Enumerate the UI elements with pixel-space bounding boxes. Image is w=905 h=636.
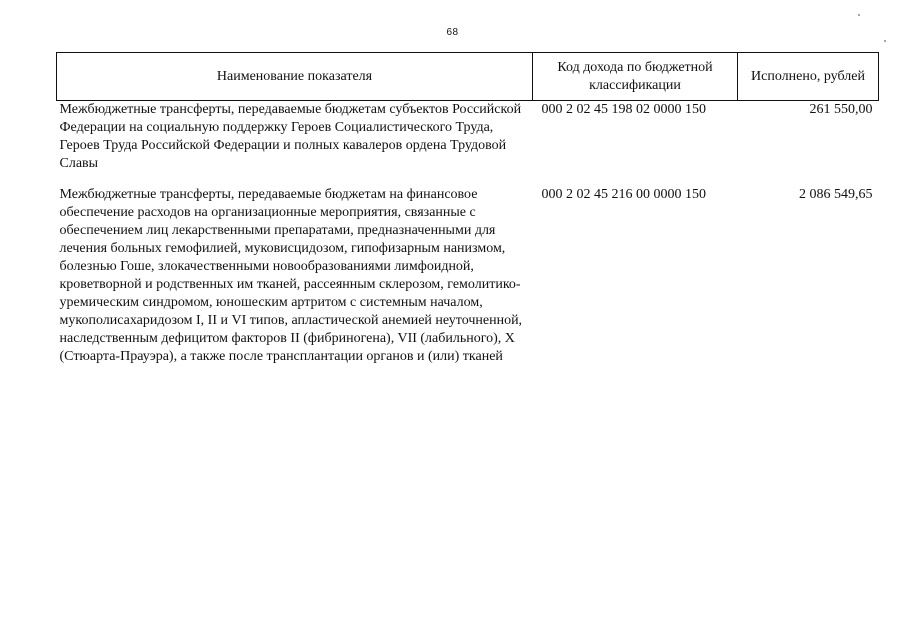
row-executed-amount: 261 550,00 bbox=[809, 102, 873, 117]
revenue-table bbox=[56, 52, 879, 366]
row-indicator-name: Межбюджетные трансферты, передаваемые бюджетам субъектов Российской Федерации на социальную поддержку Героев Социалистического Труда, Героев Труда Российской Федерации и полных кавалеров ордена Трудовой Славы bbox=[59, 102, 522, 171]
scan-speck bbox=[884, 40, 886, 42]
header-indicator-name: Наименование показателя bbox=[57, 53, 533, 101]
header-revenue-code: Код дохода по бюджетной классификации bbox=[533, 53, 738, 101]
table-row bbox=[57, 186, 879, 366]
page-number: 68 bbox=[446, 27, 459, 38]
row-indicator-name: Межбюджетные трансферты, передаваемые бюджетам на финансовое обеспечение расходов на организационные мероприятия, связанные с обеспечением лиц лекарственными препаратами, предназначенными для лечения больных гемофилией, муковисцидозом, гипофизарным нанизмом, болезнью Гоше, злокачественными новообразованиями лимфоидной, кроветворной и родственных им тканей, рассеянным склерозом, гемолитико-уремическим синдромом, юношеским артритом с системным началом, мукополисахаридозом I, II и VI типов, апластической анемией неуточненной, наследственным дефицитом факторов II (фибриногена), VII (лабильного), X (Стюарта-Прауэра), а также после трансплантации органов и (или) тканей bbox=[59, 187, 523, 364]
table-header-row bbox=[57, 53, 879, 101]
table-row bbox=[57, 101, 879, 187]
scan-speck bbox=[858, 14, 860, 16]
row-revenue-code: 000 2 02 45 216 00 0000 150 bbox=[541, 187, 706, 202]
header-executed-amount: Исполнено, рублей bbox=[738, 53, 879, 101]
row-revenue-code: 000 2 02 45 198 02 0000 150 bbox=[541, 102, 706, 117]
row-executed-amount: 2 086 549,65 bbox=[799, 187, 873, 202]
